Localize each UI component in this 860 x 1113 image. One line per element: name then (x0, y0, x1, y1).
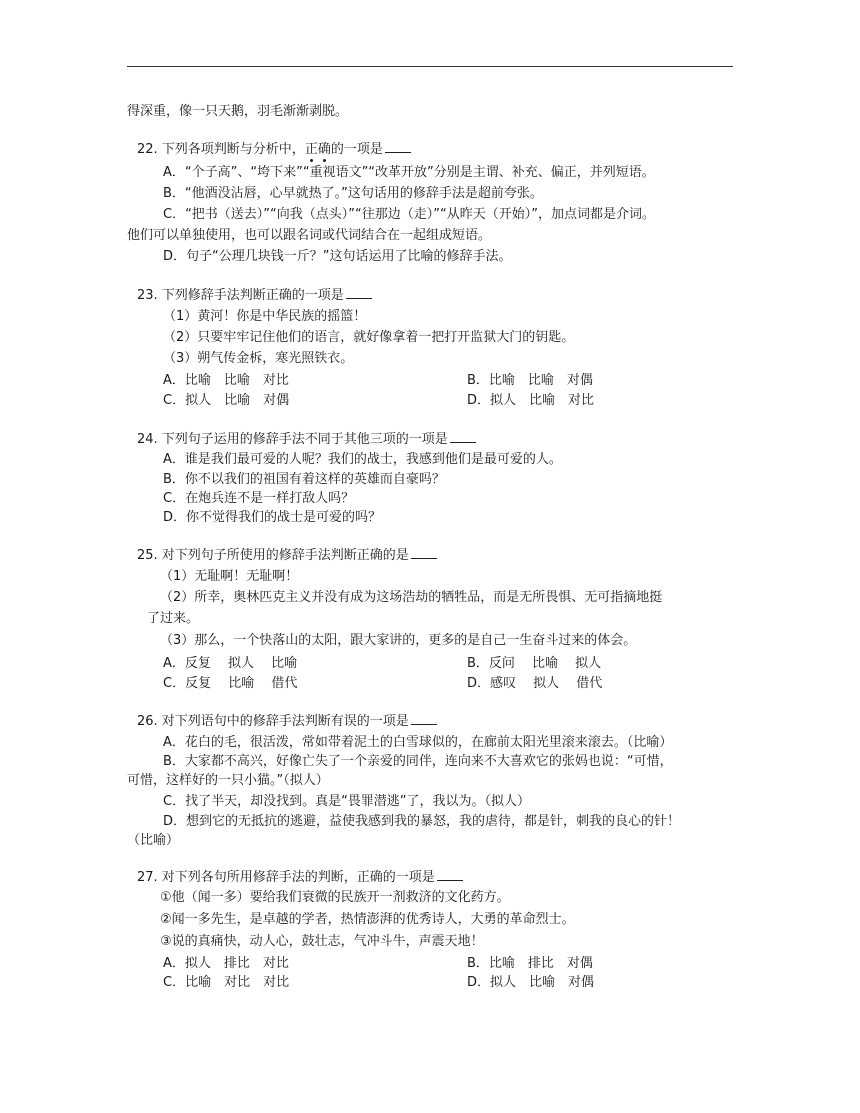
emphasis-dot-char: 正 (304, 142, 318, 157)
question-25-sentence-1: （1）无耻啊！无耻啊！ (160, 569, 299, 584)
header-rule (127, 66, 733, 67)
question-26-option-b: B．大家都不高兴，好像亡失了一个亲爱的同伴，连向来不大喜欢它的张妈也说：“可惜， (163, 754, 673, 769)
question-25-sentence-2-cont: 了过来。 (147, 611, 200, 626)
question-24-option-b: B．你不以我们的祖国有着这样的英雄而自豪吗？ (163, 472, 445, 487)
answer-blank (346, 286, 372, 299)
answer-blank (411, 712, 437, 725)
question-26-option-b-cont: 可惜，这样好的一只小猫。”（拟人） (127, 773, 329, 788)
question-25-stem: 25. 对下列句子所使用的修辞手法判断正确的是 (137, 546, 437, 565)
question-27-option-b: B．比喻 排比 对偶 (467, 956, 593, 971)
question-23-sentence-2: （2）只要牢牢记住他们的语言，就好像拿着一把打开监狱大门的钥匙。 (163, 330, 575, 345)
answer-blank (450, 430, 476, 443)
question-26-option-a: A．花白的毛，很活泼，常如带着泥土的白雪球似的，在廊前太阳光里滚来滚去。（比喻） (163, 735, 673, 750)
question-25-option-d: D．感叹 拟人 借代 (467, 676, 603, 691)
question-22-option-a: A．“个子高”、“垮下来”“重视语文”“改革开放”分别是主谓、补充、偏正，并列短语。 (163, 165, 655, 180)
question-22-option-c-cont: 他们可以单独使用，也可以跟名词或代词结合在一起组成短语。 (127, 228, 492, 243)
question-26-option-d: D．想到它的无抵抗的逃避，益使我感到我的暴怒，我的虐待，都是针，刺我的良心的针！ (163, 814, 681, 829)
question-27-sentence-1: ①他（闻一多）要给我们衰微的民族开一剂救济的文化药方。 (160, 890, 510, 905)
answer-blank (385, 140, 411, 153)
question-23-option-d: D．拟人 比喻 对比 (467, 393, 595, 408)
question-23-option-c: C．拟人 比喻 对偶 (163, 393, 290, 408)
question-22-option-d: D．句子“公理几块钱一斤？”这句话运用了比喻的修辞手法。 (163, 249, 512, 264)
question-25-option-c: C．反复 比喻 借代 (163, 676, 298, 691)
question-25-option-a: A．反复 拟人 比喻 (163, 656, 298, 671)
question-25-sentence-2: （2）所幸，奥林匹克主义并没有成为这场浩劫的牺牲品，而是无所畏惧、无可指摘地挺 (160, 590, 663, 605)
emphasis-dot-char: 确 (317, 142, 331, 157)
question-22-option-b: B．“他酒没沾唇，心早就热了。”这句话用的修辞手法是超前夸张。 (163, 186, 543, 201)
continuation-text: 得深重，像一只天鹅，羽毛渐渐剥脱。 (127, 104, 349, 119)
question-24-stem: 24. 下列句子运用的修辞手法不同于其他三项的一项是 (137, 430, 476, 449)
question-23-sentence-1: （1）黄河！你是中华民族的摇篮！ (163, 309, 367, 324)
question-22-option-c: C．“把书（送去）”“向我（点头）”“往那边（走）”“从昨天（开始）”，加点词都是介词。 (163, 207, 655, 222)
question-27-sentence-3: ③说的真痛快，动人心，鼓壮志，气冲斗牛，声震天地！ (160, 934, 484, 949)
question-26-option-d-cont: （比喻） (127, 833, 180, 848)
question-24-option-d: D．你不觉得我们的战士是可爱的吗？ (163, 510, 382, 525)
question-27-option-c: C．比喻 对比 对比 (163, 975, 290, 990)
question-23-stem: 23. 下列修辞手法判断正确的一项是 (137, 286, 372, 305)
question-27-stem: 27. 对下列各句所用修辞手法的判断，正确的一项是 (137, 868, 463, 887)
question-26-stem: 26. 对下列语句中的修辞手法判断有误的一项是 (137, 712, 437, 731)
question-23-option-a: A．比喻 比喻 对比 (163, 373, 289, 388)
question-23-option-b: B．比喻 比喻 对偶 (467, 373, 593, 388)
question-24-option-a: A．谁是我们最可爱的人呢？我们的战士，我感到他们是最可爱的人。 (163, 452, 562, 467)
answer-blank (437, 868, 463, 881)
question-24-option-c: C．在炮兵连不是一样打敌人吗？ (163, 491, 355, 506)
answer-blank (411, 546, 437, 559)
question-27-sentence-2: ②闻一多先生，是卓越的学者，热情澎湃的优秀诗人，大勇的革命烈士。 (160, 912, 575, 927)
question-27-option-a: A．拟人 排比 对比 (163, 956, 289, 971)
question-22-stem: 22. 下列各项判断与分析中，正确的一项是 (137, 140, 411, 159)
question-23-sentence-3: （3）朔气传金柝，寒光照铁衣。 (163, 351, 354, 366)
question-25-option-b: B．反问 比喻 拟人 (467, 656, 602, 671)
question-26-option-c: C．找了半天，却没找到。真是“畏罪潜逃”了，我以为。（拟人） (163, 794, 531, 809)
question-25-sentence-3: （3）那么，一个快落山的太阳，跟大家讲的，更多的是自己一生奋斗过来的体会。 (160, 633, 637, 648)
question-27-option-d: D．拟人 比喻 对偶 (467, 975, 595, 990)
